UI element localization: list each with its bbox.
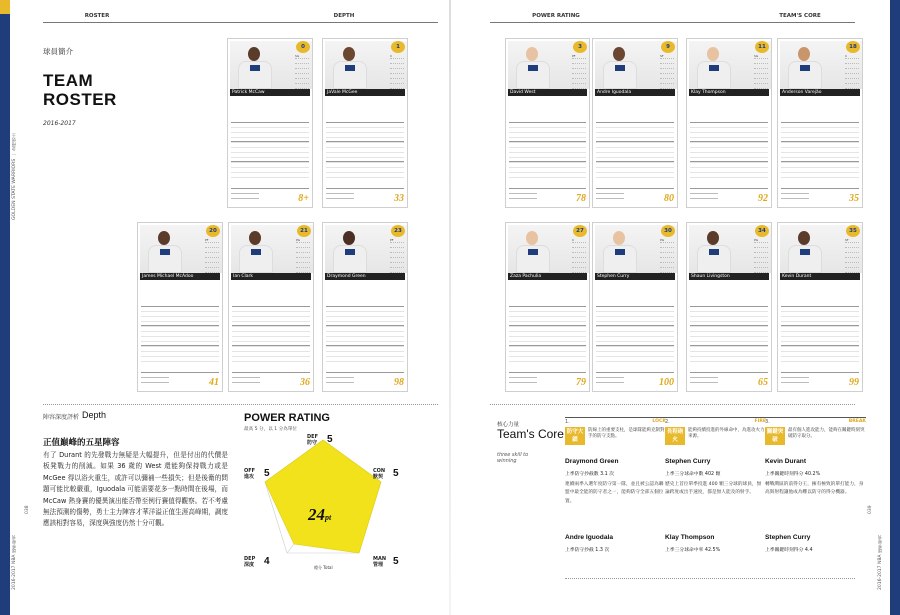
player-name: Shaun Livingston: [689, 273, 769, 280]
player-head: [526, 47, 538, 61]
core-player-note: 上季防守抄截 1.3 次: [565, 548, 610, 553]
player-head: [248, 47, 260, 61]
depth-headline: 正值巔峰的五星陣容: [43, 438, 120, 448]
pr-man-value: 5: [393, 556, 399, 567]
player-rating: 100: [659, 377, 674, 388]
player-stats-table: [232, 306, 310, 366]
core-key-text: 防線上的重要支柱，是球隊能夠克制對手的防守支點。: [588, 428, 665, 439]
player-rating: 98: [394, 377, 404, 388]
pr-con-value: 5: [393, 468, 399, 479]
player-rating: 79: [576, 377, 586, 388]
player-info: PG: [754, 238, 768, 273]
player-name: Klay Thompson: [689, 89, 769, 96]
season-label: 2016-2017: [43, 120, 76, 127]
core-label: 核心力量: [497, 422, 520, 428]
power-rating-total-label: 總分 Total: [314, 565, 333, 570]
core-player-name: Andre Iguodala: [565, 534, 613, 541]
player-rating-bars: [781, 188, 859, 202]
player-head: [343, 47, 355, 61]
player-name: Andre Iguodala: [595, 89, 675, 96]
core-key-tag: LOCK: [652, 419, 666, 424]
player-description: [326, 282, 404, 304]
jersey-number-badge: 18: [846, 41, 860, 53]
jersey-number-badge: 34: [755, 225, 769, 237]
player-rating-bars: [509, 188, 586, 202]
player-rating-bars: [326, 188, 404, 202]
jersey-icon: [615, 249, 625, 255]
player-name: Anderson Varejão: [780, 89, 860, 96]
left-page-number: 038: [25, 505, 30, 514]
player-name: Stephen Curry: [595, 273, 675, 280]
power-rating-radar: [258, 435, 388, 570]
player-info: PG: [660, 238, 674, 273]
jersey-icon: [250, 65, 260, 71]
core-player-note: 上季三分球命中數 402 顆: [665, 472, 721, 477]
core-key-box: [765, 417, 866, 453]
player-card: [686, 38, 772, 208]
player-card: [322, 222, 408, 392]
player-card: [322, 38, 408, 208]
player-info: C: [390, 54, 404, 89]
depth-label: 陣容深度評析: [43, 414, 80, 421]
player-head: [249, 231, 261, 245]
core-key-tag: BREAK: [848, 419, 866, 424]
tab-depth: DEPTH: [333, 13, 355, 19]
player-rating-bars: [326, 372, 404, 386]
player-info: PF: [572, 54, 586, 89]
player-rating: 36: [300, 377, 310, 388]
player-rating-bars: [232, 372, 310, 386]
player-head: [613, 231, 625, 245]
player-card: [505, 38, 590, 208]
player-card: [592, 38, 678, 208]
page-gutter: [449, 0, 451, 615]
jersey-number-badge: 1: [391, 41, 405, 53]
player-info: SG: [295, 54, 309, 89]
player-head: [158, 231, 170, 245]
player-name: Patrick McCaw: [230, 89, 310, 96]
core-player-note: 上季關鍵時刻得分 4.4: [765, 548, 813, 553]
core-player-name: Draymond Green: [565, 458, 619, 465]
player-rating: 99: [849, 377, 859, 388]
jersey-icon: [615, 65, 625, 71]
player-stats-table: [596, 306, 674, 366]
tab-teams-core: TEAM'S CORE: [779, 13, 821, 19]
player-info: C: [572, 238, 586, 273]
pr-off-value: 5: [264, 468, 270, 479]
core-key-number: 1.: [565, 419, 570, 425]
core-key-box: [665, 417, 766, 453]
player-rating-bars: [690, 188, 768, 202]
player-stats-table: [509, 306, 586, 366]
player-description: [141, 282, 219, 304]
player-info: PG: [296, 238, 310, 273]
jersey-number-badge: 30: [661, 225, 675, 237]
pr-dep-value: 4: [264, 556, 270, 567]
player-rating: 33: [394, 193, 404, 204]
jersey-number-badge: 23: [391, 225, 405, 237]
player-head: [798, 47, 810, 61]
player-stats-table: [141, 306, 219, 366]
core-key-icon: 關鍵突破: [766, 429, 784, 443]
core-title: Team's Core: [497, 427, 564, 441]
player-card: [505, 222, 590, 392]
left-page-text: 2016-2017 NBA 球季專刊: [12, 535, 17, 590]
core-key-box: [565, 417, 666, 453]
player-rating: 8+: [298, 193, 309, 204]
player-stats-table: [690, 306, 768, 366]
player-name: James Michael McAdoo: [140, 273, 220, 280]
power-rating-area: [265, 440, 381, 553]
jersey-icon: [345, 249, 355, 255]
player-head: [526, 231, 538, 245]
player-name: Draymond Green: [325, 273, 405, 280]
player-name: Ian Clark: [231, 273, 311, 280]
pr-off-label: OFF 進攻: [244, 468, 256, 480]
jersey-icon: [528, 249, 538, 255]
pr-con-label: CON 默契: [373, 468, 386, 480]
player-description: [596, 282, 674, 304]
core-key-icon: 防守大鎖: [566, 429, 584, 443]
jersey-icon: [160, 249, 170, 255]
player-rating-bars: [781, 372, 859, 386]
player-description: [781, 282, 859, 304]
jersey-number-badge: 21: [297, 225, 311, 237]
top-rule-left: [43, 22, 438, 23]
core-player-note: 上季三分球命中率 42.5%: [665, 548, 721, 553]
player-stats-table: [781, 306, 859, 366]
player-card: [227, 38, 313, 208]
right-page-number: 039: [868, 505, 873, 514]
core-key-number: 2.: [665, 419, 670, 425]
player-rating: 65: [758, 377, 768, 388]
jersey-icon: [709, 65, 719, 71]
player-info: C: [845, 54, 859, 89]
jersey-number-badge: 11: [755, 41, 769, 53]
spine-tab: [0, 0, 10, 14]
pr-def-label: DEF 防守: [307, 434, 318, 446]
depth-body: 有了 Durant 的先發戰力無疑是大幅提升，但是付出的代價是板凳戰力的削減。如果 36 歲的 West 還能夠保持戰力或是 McGee 得以浴火重生，或許可以彌補一些損失；但是後衛的問題可能比較嚴重，Iguodala 可能需要花多一點時間在後場，而 McCaw 熱身賽的優異演出能否帶至例行賽值得觀察。若不考慮無法預測的傷勢，勇士主力陣容才華洋溢正值生涯高峰期，調度應該相對容易，深度與強度仍然十分可觀。: [43, 451, 228, 528]
player-stats-table: [781, 122, 859, 182]
core-player-note: 上季關鍵時刻得分 40.2%: [765, 472, 821, 477]
jersey-icon: [709, 249, 719, 255]
pr-man-label: MAN 管理: [373, 556, 387, 568]
depth-title: Depth: [82, 410, 107, 420]
core-player-description: 歷史上首位單季投進 400 顆三分球的球員，無論跨度或出手速度，都是無人能及的射手。: [665, 482, 762, 496]
player-rating: 35: [849, 193, 859, 204]
player-description: [509, 98, 586, 120]
player-description: [509, 282, 586, 304]
core-player-note: 上季防守抄截數 3.1 次: [565, 472, 615, 477]
page-title: TEAM ROSTER: [43, 71, 117, 109]
player-name: Zaza Pachulia: [508, 273, 587, 280]
player-stats-table: [690, 122, 768, 182]
player-description: [690, 98, 768, 120]
player-rating: 78: [576, 193, 586, 204]
player-rating-bars: [690, 372, 768, 386]
core-bottom-rule: [565, 578, 855, 579]
player-info: SG: [754, 54, 768, 89]
player-card: [592, 222, 678, 392]
player-stats-table: [231, 122, 309, 182]
player-stats-table: [596, 122, 674, 182]
jersey-number-badge: 9: [661, 41, 675, 53]
power-rating-subtitle: 最高 5 分，以 1 分為單位: [244, 427, 298, 432]
player-head: [707, 47, 719, 61]
core-key-icon: 長程砲火: [666, 429, 684, 443]
right-page-text: 2016-2017 NBA 球季專刊: [878, 535, 883, 590]
jersey-icon: [528, 65, 538, 71]
jersey-number-badge: 0: [296, 41, 310, 53]
player-rating-bars: [509, 372, 586, 386]
player-description: [781, 98, 859, 120]
core-player-name: Stephen Curry: [765, 534, 811, 541]
core-player-name: Kevin Durant: [765, 458, 807, 465]
player-card: [777, 222, 863, 392]
core-key-text: 最有個人進攻能力，能夠在關鍵時刻突破防守取分。: [788, 428, 865, 439]
player-name: JaVale McGee: [325, 89, 405, 96]
player-description: [690, 282, 768, 304]
jersey-icon: [345, 65, 355, 71]
player-head: [798, 231, 810, 245]
section-divider-right: [490, 404, 855, 405]
tab-roster: ROSTER: [84, 13, 110, 19]
player-stats-table: [326, 122, 404, 182]
jersey-icon: [800, 65, 810, 71]
player-description: [232, 282, 310, 304]
player-rating-bars: [141, 372, 219, 386]
jersey-icon: [251, 249, 261, 255]
jersey-number-badge: 27: [573, 225, 587, 237]
player-card: [228, 222, 314, 392]
player-info: SF: [845, 238, 859, 273]
intro-label: 球員簡介: [43, 47, 73, 56]
core-key-tag: FIRE: [754, 419, 766, 424]
player-info: SF: [660, 54, 674, 89]
player-rating: 92: [758, 193, 768, 204]
core-subtitle: three skill to winning: [497, 452, 529, 464]
player-name: Kevin Durant: [780, 273, 860, 280]
jersey-number-badge: 3: [573, 41, 587, 53]
power-rating-title: POWER RATING: [244, 412, 330, 424]
player-card: [686, 222, 772, 392]
core-player-name: Stephen Curry: [665, 458, 711, 465]
tab-power-rating: POWER RATING: [532, 13, 580, 19]
right-spine: [890, 0, 900, 615]
jersey-number-badge: 20: [206, 225, 220, 237]
player-head: [707, 231, 719, 245]
player-info: PF: [205, 238, 219, 273]
section-divider-left: [43, 404, 438, 405]
player-head: [613, 47, 625, 61]
player-stats-table: [509, 122, 586, 182]
player-description: [231, 98, 309, 120]
player-stats-table: [326, 306, 404, 366]
jersey-number-badge: 35: [846, 225, 860, 237]
pr-def-value: 5: [327, 434, 333, 445]
player-name: David West: [508, 89, 587, 96]
player-info: PF: [390, 238, 404, 273]
core-player-description: 轉戰灣區的前得分王，擁有極致的單打能力，身高與射程讓他成為難以防守的得分機器。: [765, 482, 864, 496]
player-card: [137, 222, 223, 392]
core-player-name: Klay Thompson: [665, 534, 715, 541]
player-description: [596, 98, 674, 120]
jersey-icon: [800, 249, 810, 255]
pr-dep-label: DEP 深度: [244, 556, 256, 568]
player-rating: 80: [664, 193, 674, 204]
player-rating-bars: [596, 188, 674, 202]
power-rating-total: 24pt: [308, 505, 332, 524]
player-card: [777, 38, 863, 208]
player-rating-bars: [231, 188, 309, 202]
core-key-number: 3.: [765, 419, 770, 425]
left-margin-text: GOLDEN STATE WARRIORS ｜ 金州勇士: [12, 132, 17, 220]
left-spine: [0, 0, 10, 615]
core-player-description: 連續兩季入選年度防守第一隊，並且被公認為聯盟中最全能的防守者之一，能夠防守全部五個位置。: [565, 482, 664, 504]
player-rating: 41: [209, 377, 219, 388]
core-key-text: 能夠持續投進的外線命中，為進攻火力來源。: [688, 428, 765, 439]
top-rule-right: [490, 22, 855, 23]
player-description: [326, 98, 404, 120]
player-head: [343, 231, 355, 245]
